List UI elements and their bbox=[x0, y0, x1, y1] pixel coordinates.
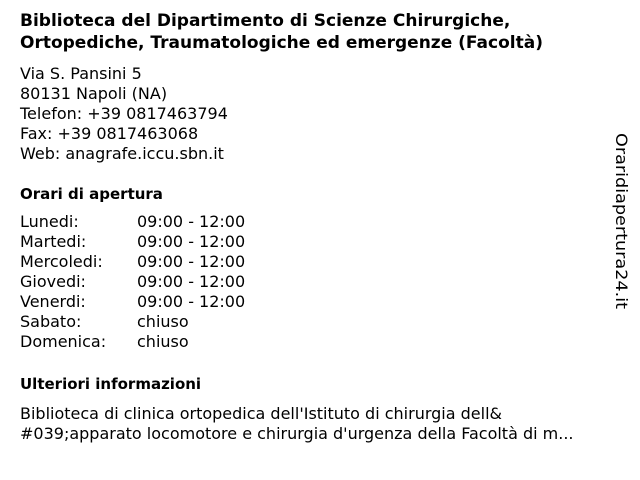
day-label: Giovedi: bbox=[20, 272, 86, 291]
opening-hours-heading: Orari di apertura bbox=[20, 185, 163, 203]
contact-details bbox=[20, 64, 228, 164]
library-title-line-2: Ortopediche, Traumatologiche ed emergenze (Facoltà) bbox=[20, 33, 543, 53]
library-title bbox=[20, 10, 640, 54]
time-value: 09:00 - 12:00 bbox=[137, 252, 246, 271]
address-street: Via S. Pansini 5 bbox=[20, 64, 142, 83]
phone-number: Telefon: +39 0817463794 bbox=[20, 104, 228, 123]
watermark-svg bbox=[612, 133, 634, 309]
more-info-text bbox=[20, 404, 624, 444]
day-label: Domenica: bbox=[20, 332, 107, 351]
time-value: 09:00 - 12:00 bbox=[137, 232, 246, 251]
more-info-line-1: Biblioteca di clinica ortopedica dell'Istituto di chirurgia dell& bbox=[20, 404, 502, 423]
watermark-text: Oraridiapertura24.it bbox=[612, 133, 631, 293]
time-value: chiuso bbox=[137, 332, 189, 351]
website: Web: anagrafe.iccu.sbn.it bbox=[20, 144, 224, 163]
fax-number: Fax: +39 0817463068 bbox=[20, 124, 199, 143]
time-value: 09:00 - 12:00 bbox=[137, 272, 246, 291]
day-label: Venerdi: bbox=[20, 292, 86, 311]
address-city: 80131 Napoli (NA) bbox=[20, 84, 168, 103]
day-label: Sabato: bbox=[20, 312, 82, 331]
site-watermark bbox=[612, 133, 634, 309]
day-label: Lunedi: bbox=[20, 212, 79, 231]
more-info-line-2: #039;apparato locomotore e chirurgia d'urgenza della Facoltà di m... bbox=[20, 424, 574, 443]
time-value: chiuso bbox=[137, 312, 189, 331]
more-info-heading: Ulteriori informazioni bbox=[20, 375, 202, 393]
time-value: 09:00 - 12:00 bbox=[137, 292, 246, 311]
day-label: Mercoledi: bbox=[20, 252, 103, 271]
library-title-line-1: Biblioteca del Dipartimento di Scienze Chirurgiche, bbox=[20, 11, 511, 31]
time-value: 09:00 - 12:00 bbox=[137, 212, 246, 231]
day-label: Martedi: bbox=[20, 232, 87, 251]
